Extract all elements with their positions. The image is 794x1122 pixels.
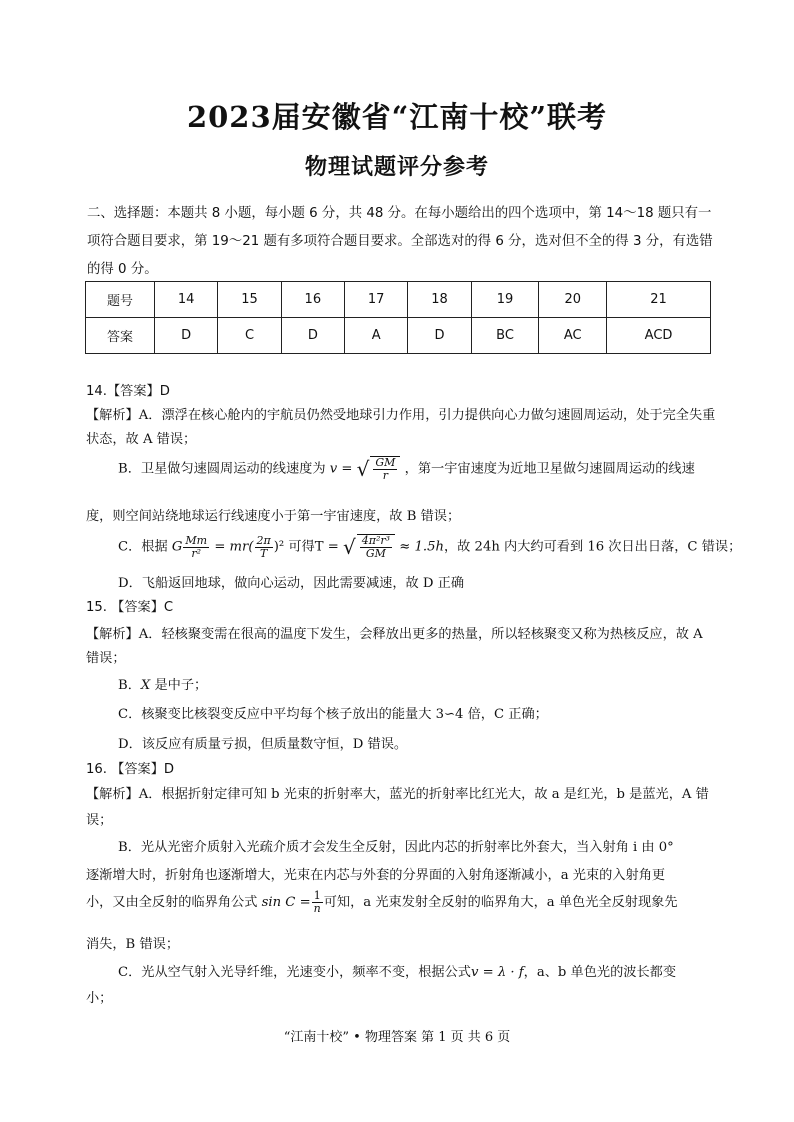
fraction-numerator: 4π²r³ (361, 534, 391, 547)
table-cell: A (344, 318, 407, 354)
sqrt-sign: √ (356, 457, 370, 481)
formula-x: X (140, 678, 151, 693)
table-cell: D (281, 318, 344, 354)
exam-subtitle: 物理试题评分参考 (304, 154, 489, 180)
q16-analysis-c1 (118, 961, 718, 980)
table-cell: C (218, 318, 281, 354)
table-cell: 19 (471, 282, 539, 318)
q15-analysis-d: D．该反应有质量亏损，但质量数守恒，D 错误。 (118, 737, 408, 752)
page-footer: “江南十校” • 物理答案 第 1 页 共 6 页 (283, 1030, 511, 1045)
fraction-denominator: r² (191, 546, 202, 560)
q14-analysis-b (118, 456, 718, 482)
answer-table (85, 281, 711, 354)
q15-b-text: B． (118, 678, 141, 693)
q14-heading: 14.【答案】D (86, 384, 170, 399)
q14-b-text: B．卫星做匀速圆周运动的线速度为 (118, 461, 326, 477)
q14-b-text-post: ，第一宇宙速度为近地卫星做匀速圆周运动的线速 (404, 461, 695, 477)
q15-analysis-c: C．核聚变比核裂变反应中平均每个核子放出的能量大 3∽4 倍，C 正确； (118, 707, 548, 722)
q15-heading: 15. 【答案】C (86, 600, 174, 615)
fraction-numerator: 1 (312, 890, 323, 903)
q14-analysis-c (118, 533, 742, 560)
fraction-numerator: 2π (256, 533, 271, 547)
q16-b3-text: 小，又由全反射的临界角公式 (86, 895, 258, 910)
formula-approx: ≈ 1.5h (399, 539, 444, 555)
table-cell: 18 (408, 282, 471, 318)
fraction-numerator: GM (375, 456, 396, 469)
row-label: 答案 (86, 318, 155, 354)
q16-heading: 16. 【答案】D (86, 762, 175, 777)
q14-c-text-post: ，故 24h 内大约可看到 16 次日出日落，C 错误； (443, 539, 742, 555)
table-cell: 21 (607, 282, 711, 318)
section-intro: 二、选择题：本题共 8 小题，每小题 6 分，共 48 分。在每小题给出的四个选项中，第 14～18 题只有一项符合题目要求，第 19～21 题有多项符合题目要求。全部选对的得 6 分，选对但不全的得 3 分，有选错的得 0 分。 (87, 206, 713, 277)
table-cell: 17 (344, 282, 407, 318)
q16-analysis-b2: 逐渐增大时，折射角也逐渐增大，光束在内芯与外套的分界面的入射角逐渐减小，a 光束的入射角更 (86, 868, 666, 883)
table-cell: D (155, 318, 218, 354)
table-cell: BC (471, 318, 539, 354)
q15-analysis-b (118, 674, 718, 693)
q16-analysis-c2: 小； (86, 991, 113, 1006)
table-cell: ACD (607, 318, 711, 354)
exam-title: 2023届安徽省“江南十校”联考 (186, 100, 608, 134)
formula-mid2: )² 可得T = (273, 539, 339, 555)
q14-analysis-a: 【解析】A．漂浮在核心舱内的宇航员仍然受地球引力作用，引力提供向心力做匀速圆周运动，处于完全失重状态，故 A 错误； (86, 408, 716, 447)
table-cell: 15 (218, 282, 281, 318)
formula-sin: sin C = (261, 895, 311, 910)
table-cell: AC (539, 318, 607, 354)
q15-b-text-post: 是中子； (150, 678, 208, 693)
table-cell: 20 (539, 282, 607, 318)
q14-analysis-b-cont: 度，则空间站绕地球运行线速度小于第一宇宙速度，故 B 错误； (86, 509, 461, 524)
q14-c-text: C．根据 (118, 539, 168, 555)
q16-c1-text: C．光从空气射入光导纤维，光速变小，频率不变，根据公式 (118, 965, 471, 980)
q16-analysis-b3 (86, 890, 716, 915)
table-cell: 14 (155, 282, 218, 318)
formula-v: v = (329, 461, 353, 477)
formula-g: G (171, 539, 183, 555)
fraction-denominator: n (313, 902, 321, 915)
formula-mid: = mr( (214, 539, 254, 555)
q15-analysis-a: 【解析】A．轻核聚变需在很高的温度下发生，会释放出更多的热量，所以轻核聚变又称为热核反应，故 A 错误； (86, 627, 703, 666)
fraction-denominator: GM (365, 547, 386, 560)
formula-wave: v = λ · f (470, 965, 524, 980)
table-row-answers (86, 318, 711, 354)
fraction-numerator: Mm (185, 533, 208, 547)
table-row-numbers (86, 282, 711, 318)
row-label: 题号 (86, 282, 155, 318)
q16-analysis-a: 【解析】A．根据折射定律可知 b 光束的折射率大，蓝光的折射率比红光大，故 a 是红光，b 是蓝光，A 错误； (86, 787, 709, 828)
sqrt-sign: √ (343, 535, 356, 559)
q16-analysis-b1: B．光从光密介质射入光疏介质才会发生全反射，因此内芯的折射率比外套大，当入射角 i 由 0° (118, 840, 674, 855)
table-cell: D (408, 318, 471, 354)
q16-analysis-b4: 消失，B 错误； (86, 937, 180, 952)
fraction-denominator: r (382, 469, 389, 482)
table-cell: 16 (281, 282, 344, 318)
q16-b3-text-post: 可知，a 光束发射全反射的临界角大，a 单色光全反射现象先 (323, 895, 678, 910)
fraction-denominator: T (259, 546, 268, 560)
q16-c1-text-post: ，a、b 单色光的波长都变 (523, 965, 677, 980)
q14-analysis-d: D．飞船返回地球，做向心运动，因此需要减速，故 D 正确 (118, 576, 465, 591)
